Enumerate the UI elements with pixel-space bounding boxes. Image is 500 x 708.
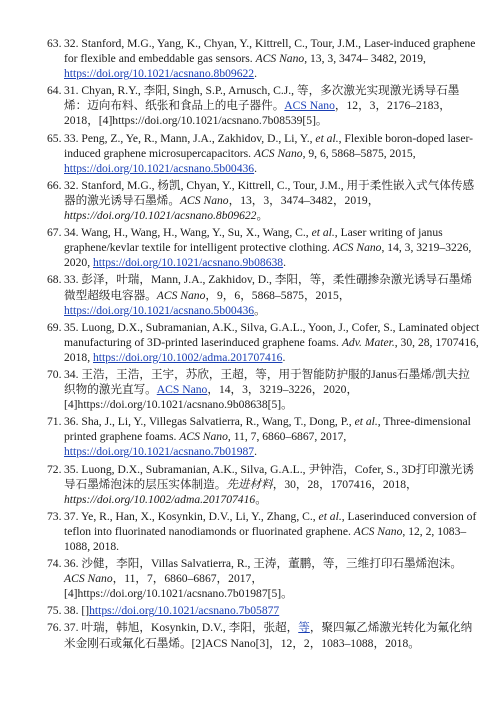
text-segment: ，14，3，3219–3226，2020，[4]https://doi.org/10.1021/acsnano.9b08638[5]。 xyxy=(64,383,359,412)
text-segment: ，9，6，5868–5875，2015， xyxy=(205,288,351,302)
text-segment: 32. Stanford, M.G., Yang, K., Chyan, Y., Kittrell, C., Tour, J.M., Laser-induced graphene for flexible and embeddable gas sensors. xyxy=(64,37,476,66)
text-segment: 。 xyxy=(254,303,266,317)
reference-number: 67. xyxy=(47,226,62,240)
text-segment: . xyxy=(254,67,258,81)
text-segment: 31. Chyan, R.Y., 李阳, Singh, S.P., Arnusch, C.J., 等，多次激光实现激光诱导石墨烯：迈向布料、纸张和食品上的电子器件。 xyxy=(64,84,460,113)
reference-text xyxy=(64,510,476,553)
reference-text xyxy=(64,621,472,649)
italic-text: ACS Nano xyxy=(179,430,228,444)
reference-text xyxy=(64,132,473,175)
reference-number: 76. xyxy=(47,621,62,635)
text-segment: 35. Luong, D.X., Subramanian, A.K., Silva, G.A.L., 尹钟浩，Cofer, S., 3D打印激光诱导石墨烯泡沫的层压实体制造。 xyxy=(64,462,474,491)
reference-item xyxy=(47,225,480,270)
reference-number: 74. xyxy=(47,557,62,571)
doi-link[interactable]: https://doi.org/10.1021/acsnano.7b01987 xyxy=(64,445,255,459)
text-segment: 34. 王浩，王浩，王宇，苏欣，王超，等，用于智能防护服的Janus石墨烯/凯夫拉织物的激光直写。 xyxy=(64,367,470,397)
reference-text xyxy=(64,604,279,617)
reference-text xyxy=(64,321,479,364)
text-segment: ，11，7，6860–6867，2017，[4]https://doi.org/10.1021/acsnano.7b01987[5]。 xyxy=(64,572,293,601)
text-segment: ，12，3，2176–2183，2018，[4]https://doi.org/10.1021/acsnano.7b08539[5]。 xyxy=(64,99,451,128)
italic-text: et al. xyxy=(311,226,335,240)
reference-number: 70. xyxy=(47,367,62,381)
italic-text: https://doi.org/10.1002/adma.201707416 xyxy=(64,492,256,506)
text-segment: , 13, 3, 3474– 3482, 2019, xyxy=(304,52,426,66)
text-segment: , 12, 2, 1083–1088, 2018. xyxy=(64,524,467,553)
reference-item xyxy=(47,462,480,507)
italic-text: ACS Nano xyxy=(64,572,113,586)
text-segment: 34. Wang, H., Wang, H., Wang, Y., Su, X., Wang, C., xyxy=(64,226,312,240)
text-segment: 33. 彭泽，叶瑞，Mann, J.A., Zakhidov, D., 李阳，等，柔性硼掺杂激光诱导石墨烯微型超级电容器。 xyxy=(64,273,472,302)
text-segment: , 11, 7, 6860–6867, 2017, xyxy=(227,430,347,444)
reference-item xyxy=(47,272,480,317)
text-segment: 。 xyxy=(256,209,269,223)
italic-text: Adv. Mater. xyxy=(341,335,395,349)
reference-item xyxy=(47,320,480,365)
text-segment: . xyxy=(254,161,258,175)
italic-text: et al. xyxy=(318,509,342,523)
reference-number: 64. xyxy=(47,84,62,98)
reference-number: 69. xyxy=(47,320,62,334)
reference-number: 65. xyxy=(47,131,62,145)
reference-text xyxy=(64,463,474,506)
text-segment: , Laserinduced conversion of teflon into fluorinated nanodiamonds or fluorinated graphene. xyxy=(64,509,477,538)
doi-link[interactable]: ACS Nano xyxy=(156,383,208,397)
text-segment: , 30, 28, 1707416, 2018, xyxy=(64,335,479,364)
text-segment: 36. 沙健，李阳，Villas Salvatierra, R., 王涛，董鹏，等，三维打印石墨烯泡沫。 xyxy=(64,557,462,571)
italic-text: https://doi.org/10.1021/acsnano.8b09622 xyxy=(64,209,257,223)
doi-link[interactable]: https://doi.org/10.1021/acsnano.7b05877 xyxy=(89,604,280,618)
text-segment: 38. [] xyxy=(64,604,90,618)
reference-item xyxy=(47,83,480,128)
reference-item xyxy=(47,36,480,81)
doi-link[interactable]: https://doi.org/10.1021/acsnano.9b08638 xyxy=(92,256,284,270)
text-segment: 。 xyxy=(255,492,267,506)
reference-item xyxy=(47,131,480,176)
reference-item xyxy=(47,414,480,459)
italic-text: ACS Nano xyxy=(353,524,403,538)
reference-item xyxy=(47,556,480,601)
reference-text xyxy=(64,84,459,127)
reference-item xyxy=(47,603,480,618)
reference-text xyxy=(64,179,474,222)
reference-number: 63. xyxy=(47,37,62,50)
reference-item xyxy=(47,367,480,412)
reference-number: 73. xyxy=(47,509,62,523)
text-segment: 37. 叶瑞，韩旭，Kosynkin, D.V., 李阳，张超， xyxy=(64,621,299,635)
doi-link[interactable]: 等 xyxy=(298,621,310,635)
text-segment: . xyxy=(254,445,258,459)
reference-text xyxy=(64,368,470,411)
text-segment: , 14, 3, 3219–3226, 2020, xyxy=(64,241,472,270)
text-segment: , Three-dimensional printed graphene foams. xyxy=(64,415,471,444)
italic-text: ACS Nano xyxy=(255,52,305,66)
doi-link[interactable]: https://doi.org/10.1002/adma.201707416 xyxy=(92,350,283,364)
text-segment: ，13，3，3474–3482，2019， xyxy=(228,193,380,207)
reference-item xyxy=(47,509,480,554)
italic-text: 先进材料 xyxy=(226,477,273,491)
text-segment: ，30，28，1707416，2018， xyxy=(272,477,418,491)
italic-text: ACS Nano xyxy=(332,241,382,255)
reference-item xyxy=(47,178,480,223)
italic-text: ACS Nano xyxy=(253,146,303,160)
reference-number: 71. xyxy=(47,415,62,429)
text-segment: 35. Luong, D.X., Subramanian, A.K., Silva, G.A.L., Yoon, J., Cofer, S., Laminated object manufacturing of 3D-printed laserinduced graphene foams. xyxy=(64,320,480,349)
italic-text: et al. xyxy=(315,131,339,145)
reference-text xyxy=(64,37,475,80)
text-segment: , 9, 6, 5868–5875, 2015, xyxy=(302,146,416,160)
italic-text: ACS Nano xyxy=(156,288,206,302)
text-segment: . xyxy=(283,256,286,270)
text-segment: ，聚四氟乙烯激光转化为氟化纳米金刚石或氟化石墨烯。[2]ACS Nano[3]，12，2，1083–1088，2018。 xyxy=(64,621,473,650)
text-segment: 32. Stanford, M.G., 杨凯, Chyan, Y., Kittrell, C., Tour, J.M., 用于柔性嵌入式气体传感器的激光诱导石墨烯。 xyxy=(64,178,475,207)
doi-link[interactable]: https://doi.org/10.1021/acsnano.5b00436 xyxy=(64,303,255,317)
reference-number: 66. xyxy=(47,178,62,192)
text-segment: 37. Ye, R., Han, X., Kosynkin, D.V., Li, Y., Zhang, C., xyxy=(64,509,319,523)
text-segment: , Laser writing of janus graphene/kevlar textile for intelligent protective clothing. xyxy=(64,226,443,255)
text-segment: , Flexible boron-doped laser-induced graphene microsupercapacitors. xyxy=(64,131,473,160)
reference-number: 72. xyxy=(47,462,62,476)
reference-text xyxy=(64,557,462,600)
reference-number: 75. xyxy=(47,604,62,618)
doi-link[interactable]: https://doi.org/10.1021/acsnano.5b00436 xyxy=(64,161,255,175)
doi-link[interactable]: https://doi.org/10.1021/acsnano.8b09622 xyxy=(64,67,255,81)
text-segment: 33. Peng, Z., Ye, R., Mann, J.A., Zakhidov, D., Li, Y., xyxy=(64,131,316,145)
text-segment: 36. Sha, J., Li, Y., Villegas Salvatierra, R., Wang, T., Dong, P., xyxy=(64,415,355,429)
doi-link[interactable]: ACS Nano xyxy=(284,99,335,113)
reference-item xyxy=(47,620,480,650)
italic-text: ACS Nano xyxy=(179,193,229,207)
reference-number: 68. xyxy=(47,273,62,287)
text-segment: . xyxy=(282,350,286,364)
reference-text xyxy=(64,273,472,316)
reference-text xyxy=(64,415,471,458)
reference-text xyxy=(64,226,471,269)
italic-text: et al. xyxy=(354,415,378,429)
